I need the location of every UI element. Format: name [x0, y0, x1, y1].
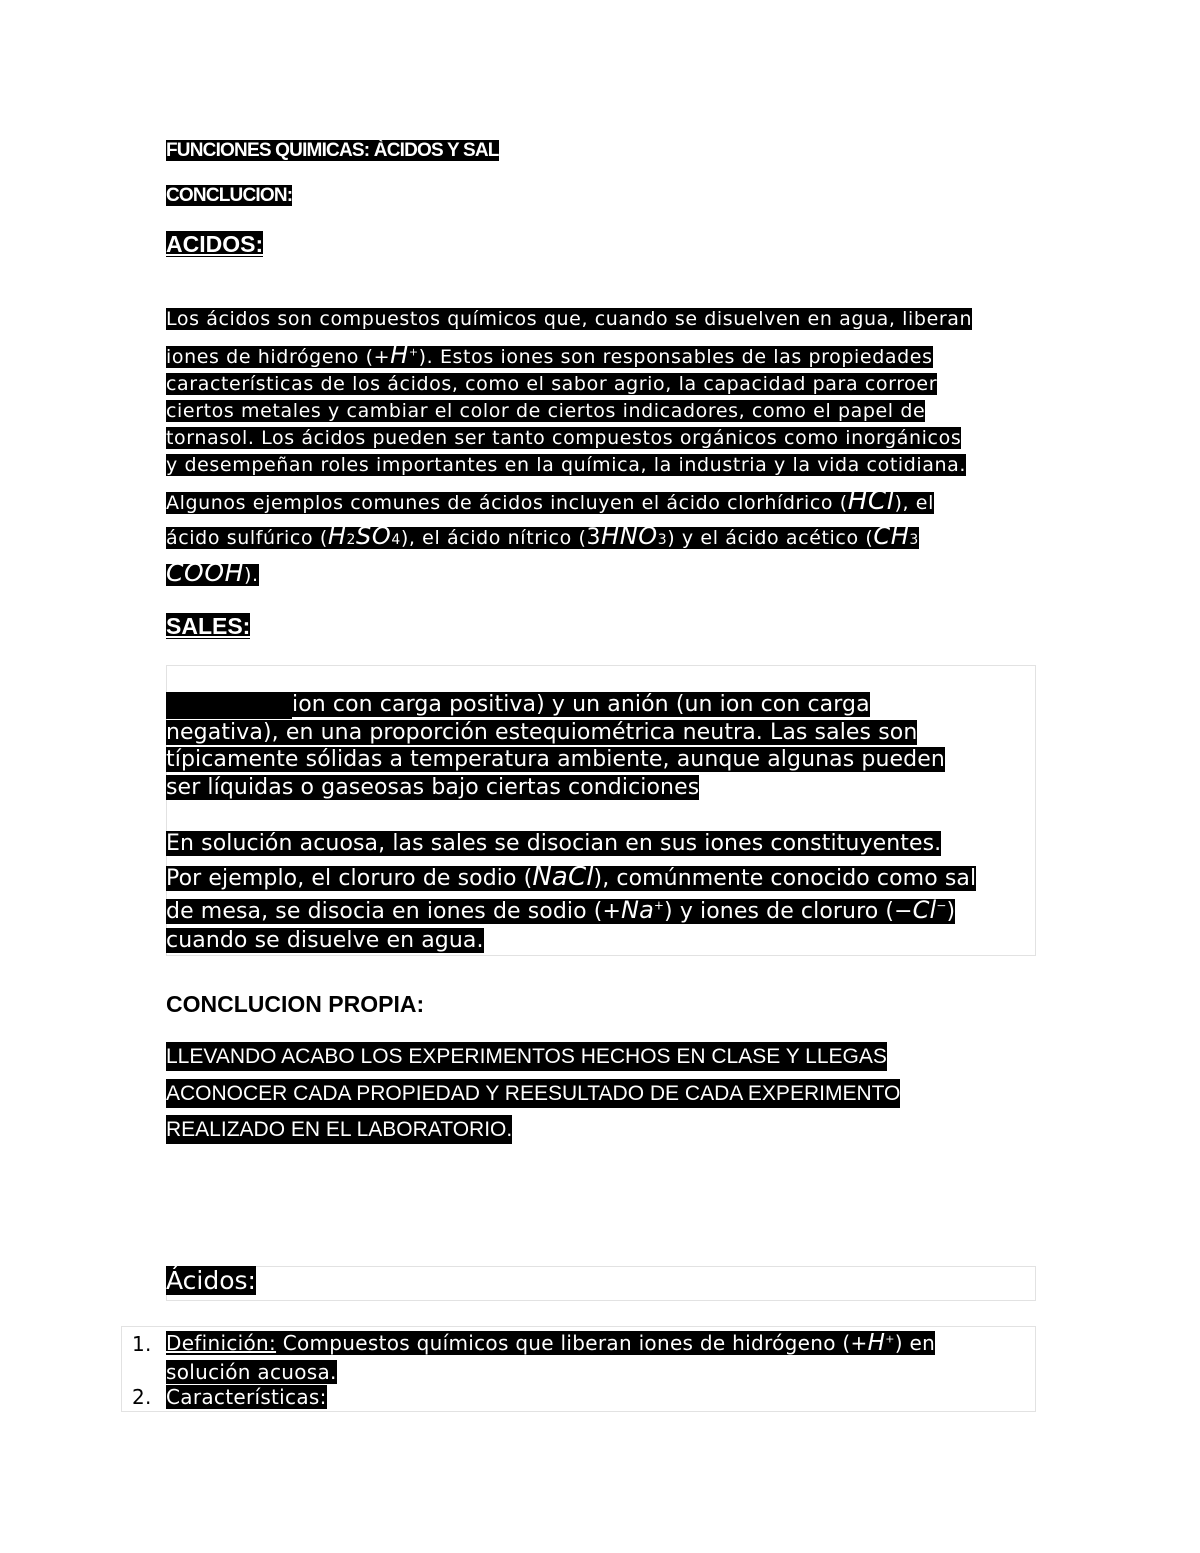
- sales-line-1: ion con carga positiva) y un anión (un ion con carga: [292, 692, 870, 717]
- sales-line-6: Por ejemplo, el cloruro de sodio (NaCl), comúnmente conocido como sal: [166, 862, 977, 892]
- cooh-formula: COOH: [166, 558, 245, 587]
- sales-line-7: de mesa, se disocia en iones de sodio (+Na+) y iones de cloruro (−Cl−): [166, 896, 956, 924]
- propia-line-3: REALIZADO EN EL LABORATORIO.: [166, 1118, 512, 1142]
- hno3-formula: HNO: [601, 522, 658, 550]
- acidos-line-6: y desempeñan roles importantes en la química, la industria y la vida cotidiana.: [166, 454, 967, 476]
- list-item-1-line-2: solución acuosa.: [166, 1360, 337, 1384]
- sales-line-5: En solución acuosa, las sales se disocian en sus iones constituyentes.: [166, 831, 942, 856]
- acidos2-heading: Ácidos:: [166, 1266, 256, 1295]
- document-title: FUNCIONES QUIMICAS: ÀCIDOS Y SAL: [166, 140, 499, 161]
- list-item-2: Características:: [166, 1385, 327, 1409]
- propia-line-1: LLEVANDO ACABO LOS EXPERIMENTOS HECHOS EN CLASE Y LLEGAS: [166, 1045, 887, 1069]
- list-number-2: 2.: [132, 1385, 152, 1409]
- sales-line-2: negativa), en una proporción estequiométrica neutra. Las sales son: [166, 720, 918, 745]
- acidos-line-2: iones de hidrógeno (+H+). Estos iones son responsables de las propiedades: [166, 341, 933, 369]
- acidos-line-7: Algunos ejemplos comunes de ácidos incluyen el ácido clorhídrico (HCl), el: [166, 486, 934, 516]
- conclusion-label: CONCLUCION:: [166, 185, 293, 206]
- list-item-1: Definición: Compuestos químicos que liberan iones de hidrógeno (+H+) en: [166, 1330, 936, 1356]
- sales-line-4: ser líquidas o gaseosas bajo ciertas condiciones: [166, 775, 700, 800]
- cl-formula: Cl: [912, 896, 937, 924]
- propia-heading: CONCLUCION PROPIA:: [166, 991, 425, 1017]
- na-formula: Na: [621, 896, 654, 924]
- sales-line-8: cuando se disuelve en agua.: [166, 928, 484, 953]
- acidos-line-3: características de los ácidos, como el sabor agrio, la capacidad para corroer: [166, 373, 938, 395]
- acidos-line-5: tornasol. Los ácidos pueden ser tanto compuestos orgánicos como inorgánicos: [166, 427, 962, 449]
- h2so4-formula: H2SO4: [327, 522, 401, 550]
- acidos-line-1: Los ácidos son compuestos químicos que, cuando se disuelven en agua, liberan: [166, 308, 973, 330]
- nacl-formula: NaCl: [532, 862, 594, 892]
- acidos-line-9: COOH).: [166, 558, 259, 587]
- sales-line-3: típicamente sólidas a temperatura ambiente, aunque algunas pueden: [166, 747, 945, 772]
- acidos-line-4: ciertos metales y cambiar el color de ciertos indicadores, como el papel de: [166, 400, 926, 422]
- acidos-heading: ACIDOS:: [166, 231, 264, 257]
- acidos2-box: [166, 1266, 1036, 1301]
- definicion-label: Definición:: [166, 1331, 277, 1355]
- highlight-block: [166, 692, 292, 719]
- ch3-formula: CH: [873, 522, 910, 550]
- h-formula-list: H: [867, 1330, 886, 1356]
- acidos-line-8: ácido sulfúrico (H2SO4), el ácido nítrico (3HNO3) y el ácido acético (CH3: [166, 522, 919, 550]
- list-number-1: 1.: [132, 1332, 152, 1356]
- h-formula: H: [390, 341, 409, 369]
- sales-heading: SALES:: [166, 613, 251, 639]
- hcl-formula: HCl: [847, 486, 895, 516]
- propia-line-2: ACONOCER CADA PROPIEDAD Y REESULTADO DE CADA EXPERIMENTO: [166, 1082, 900, 1106]
